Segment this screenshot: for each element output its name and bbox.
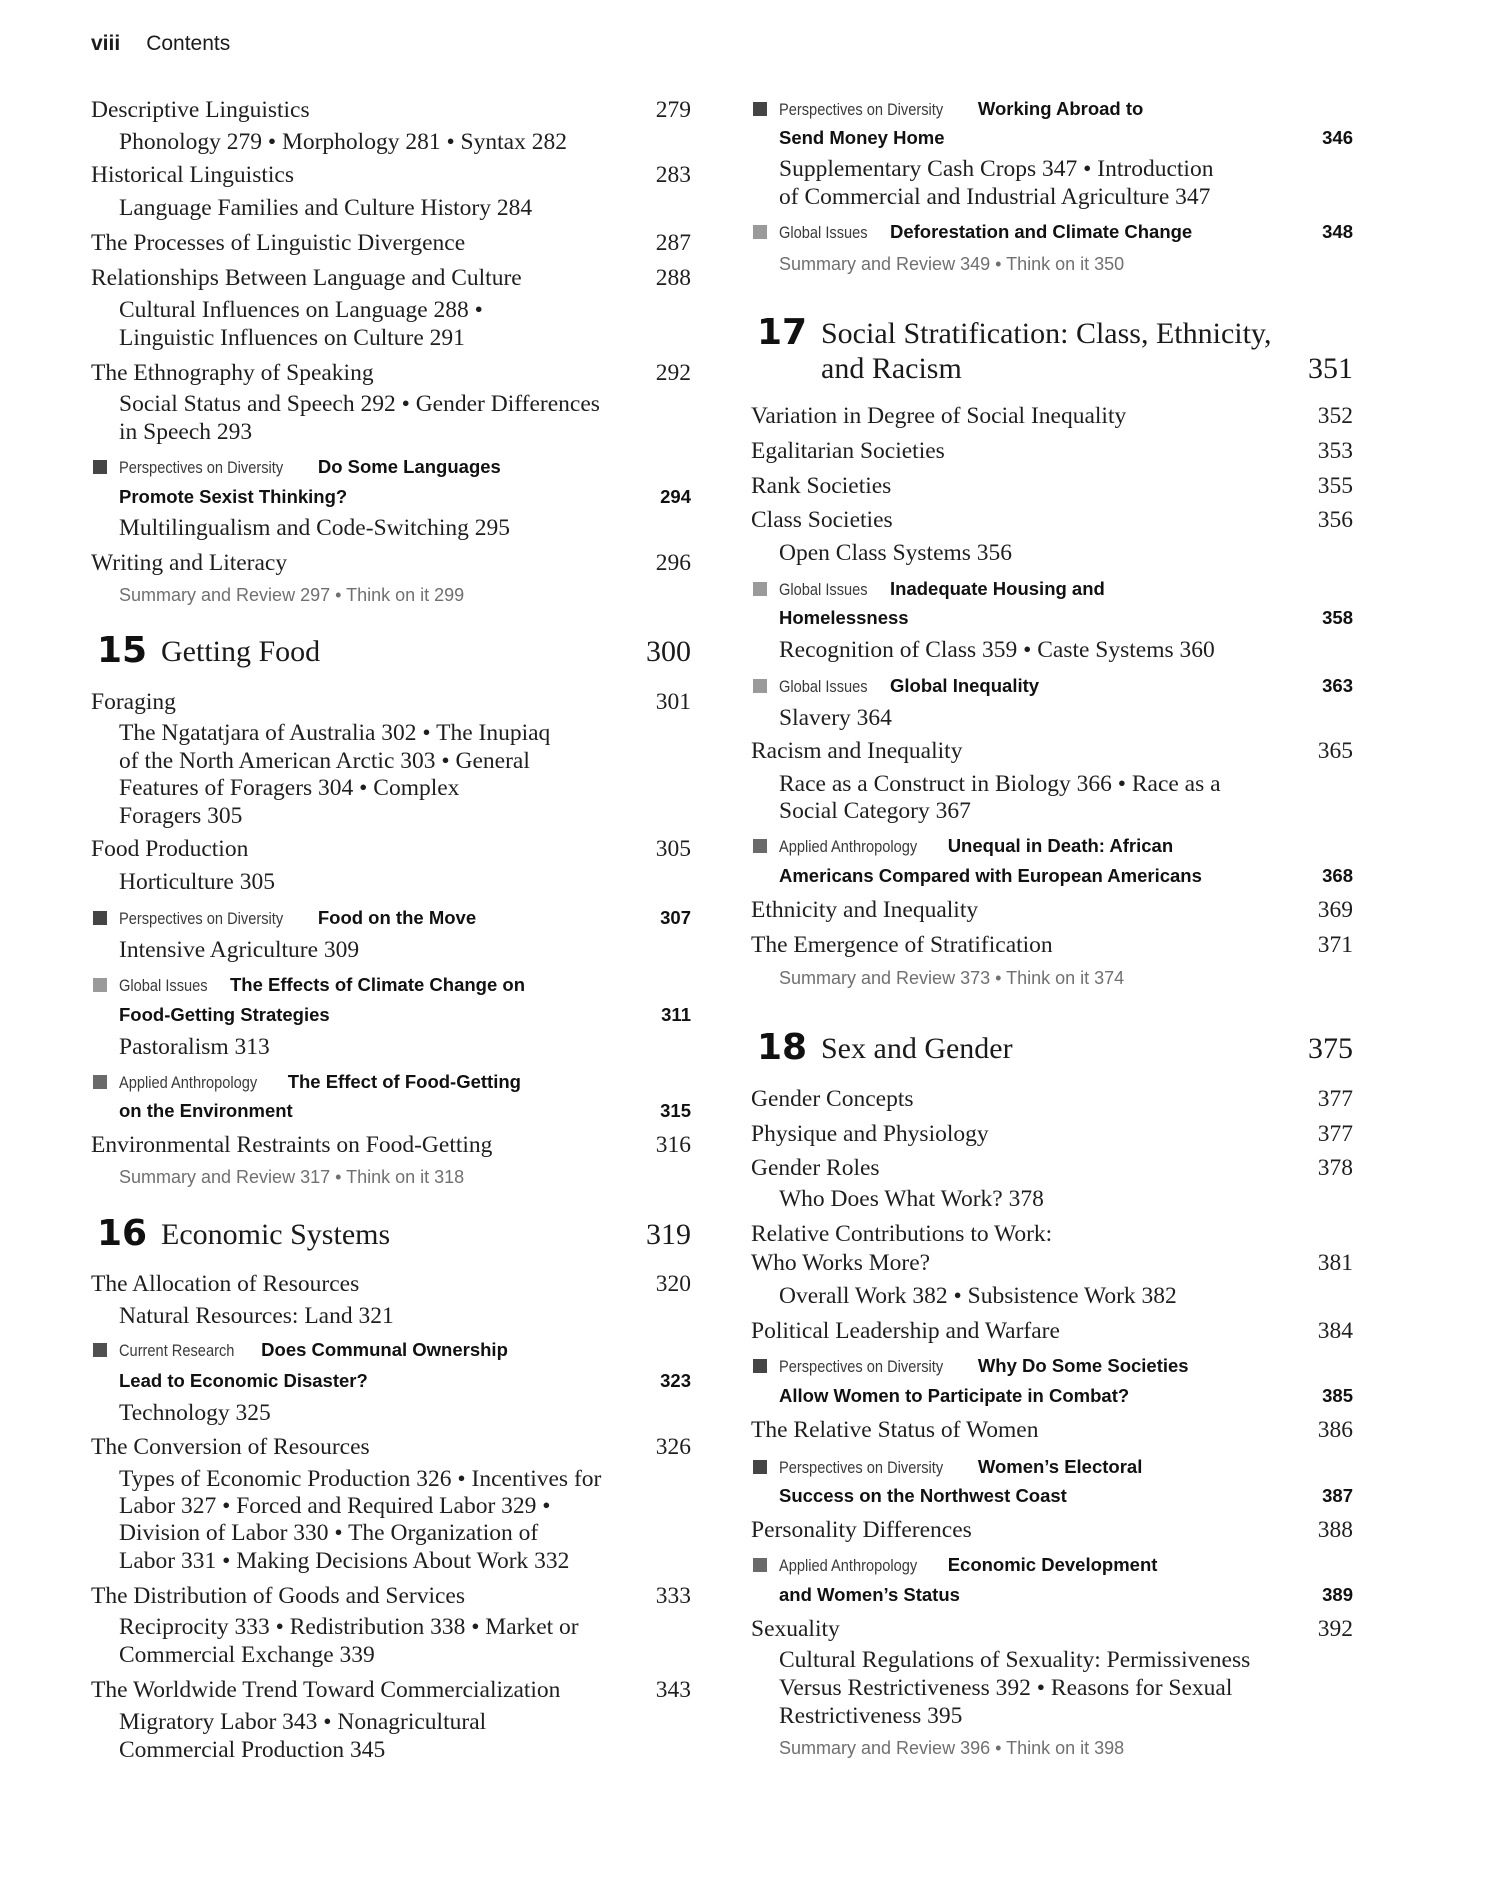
toc-section-entry[interactable] <box>751 505 1353 535</box>
subsection-titles: Multilingualism and Code-Switching 295 <box>119 515 510 541</box>
toc-section-entry[interactable] <box>751 401 1353 431</box>
subsection-titles: Open Class Systems 356 <box>779 540 1013 566</box>
page-number: 371 <box>1317 932 1353 958</box>
chapter-heading-continued[interactable] <box>751 344 1353 392</box>
feature-box-entry[interactable] <box>91 452 691 482</box>
toc-section-entry[interactable] <box>91 834 691 864</box>
feature-box-title: Success on the Northwest Coast <box>779 1485 1067 1506</box>
toc-subsection-entry[interactable] <box>751 796 1353 826</box>
subsection-titles: Horticulture 305 <box>119 869 275 895</box>
summary-and-think-on-it: Summary and Review 317 • Think on it 318 <box>119 1167 465 1187</box>
feature-box-category: Global Issues <box>119 976 208 995</box>
toc-subsection-entry[interactable] <box>751 703 1353 733</box>
toc-subsection-entry[interactable] <box>91 295 691 325</box>
page-number: 352 <box>1317 403 1353 429</box>
feature-box-category: Perspectives on Diversity <box>119 909 284 928</box>
subsection-titles: in Speech 293 <box>119 419 253 445</box>
summary-and-think-on-it: Summary and Review 349 • Think on it 350 <box>779 254 1125 274</box>
page-number: 386 <box>1317 1417 1353 1443</box>
toc-subsection-entry[interactable] <box>751 1701 1353 1731</box>
feature-box-text <box>779 1550 1157 1582</box>
page-number: 346 <box>1322 127 1353 148</box>
subsection-titles: Technology 325 <box>119 1400 271 1426</box>
toc-subsection-entry[interactable] <box>751 538 1353 568</box>
page-number: 292 <box>655 360 691 386</box>
page-number: 353 <box>1317 438 1353 464</box>
chapter-title: Economic Systems <box>161 1218 391 1251</box>
square-bullet-icon <box>93 460 107 474</box>
section-title: Ethnicity and Inequality <box>751 897 979 923</box>
page-number: 343 <box>655 1677 691 1703</box>
toc-subsection-entry[interactable] <box>751 635 1353 665</box>
summary-and-think-on-it: Summary and Review 396 • Think on it 398 <box>779 1738 1125 1758</box>
subsection-titles: Intensive Agriculture 309 <box>119 937 360 963</box>
toc-subsection-entry[interactable] <box>91 1546 691 1576</box>
toc-subsection-entry[interactable] <box>91 1301 691 1331</box>
feature-box-title: Unequal in Death: African <box>947 835 1174 856</box>
feature-box-title: Do Some Languages <box>317 456 501 477</box>
square-bullet-icon <box>753 839 767 853</box>
feature-box-title: The Effect of Food-Getting <box>287 1071 521 1092</box>
section-title: Historical Linguistics <box>91 162 294 188</box>
section-title: The Emergence of Stratification <box>751 932 1053 958</box>
page-number: 384 <box>1317 1318 1353 1344</box>
section-title: Foraging <box>91 689 176 715</box>
toc-subsection-entry[interactable] <box>91 746 691 776</box>
page-number: 375 <box>1308 1032 1353 1065</box>
feature-box-entry-continued[interactable] <box>751 861 1353 891</box>
subsection-titles: Pastoralism 313 <box>119 1034 270 1060</box>
page-number: 300 <box>646 635 691 668</box>
page-number: 307 <box>660 907 691 928</box>
toc-subsection-entry[interactable] <box>91 1640 691 1670</box>
feature-box-category: Perspectives on Diversity <box>779 1357 944 1376</box>
chapter-heading[interactable] <box>91 627 691 675</box>
feature-box-title: Working Abroad to <box>977 98 1144 119</box>
summary-review-entry[interactable] <box>751 1733 1353 1763</box>
square-bullet-icon <box>753 582 767 596</box>
section-title: Physique and Physiology <box>751 1121 989 1147</box>
feature-box-title: Allow Women to Participate in Combat? <box>779 1385 1130 1406</box>
toc-section-entry[interactable] <box>91 1130 691 1160</box>
feature-box-text <box>119 1335 508 1367</box>
toc-section-entry[interactable] <box>91 1269 691 1299</box>
page-number: 355 <box>1317 473 1353 499</box>
chapter-heading[interactable] <box>751 1024 1353 1072</box>
feature-box-category: Perspectives on Diversity <box>779 100 944 119</box>
section-title: Sexuality <box>751 1616 840 1642</box>
feature-box-text <box>779 1351 1189 1383</box>
toc-section-entry[interactable] <box>751 1248 1353 1278</box>
page-number: 356 <box>1317 507 1353 533</box>
page-number: 385 <box>1322 1385 1353 1406</box>
subsection-titles: Cultural Influences on Language 288 • <box>119 297 483 323</box>
toc-section-entry[interactable] <box>751 930 1353 960</box>
section-title: The Distribution of Goods and Services <box>91 1583 465 1609</box>
square-bullet-icon <box>93 911 107 925</box>
section-title: The Ethnography of Speaking <box>91 360 374 386</box>
feature-box-title: Inadequate Housing and <box>890 578 1105 599</box>
subsection-titles: Cultural Regulations of Sexuality: Permissiveness <box>779 1647 1251 1673</box>
feature-box-title: Why Do Some Societies <box>977 1355 1189 1376</box>
page-number: 287 <box>655 230 691 256</box>
page-number: 378 <box>1317 1155 1353 1181</box>
feature-box-entry-continued[interactable] <box>751 1580 1353 1610</box>
feature-box-category: Global Issues <box>779 580 868 599</box>
toc-section-entry[interactable] <box>91 358 691 388</box>
toc-subsection-entry[interactable] <box>751 769 1353 799</box>
section-title: Food Production <box>91 836 249 862</box>
chapter-title: Sex and Gender <box>821 1032 1013 1065</box>
feature-box-entry-continued[interactable] <box>751 1481 1353 1511</box>
toc-subsection-entry[interactable] <box>91 718 691 748</box>
page-number: 389 <box>1322 1584 1353 1605</box>
chapter-number: 17 <box>757 312 808 353</box>
toc-section-entry[interactable] <box>91 1581 691 1611</box>
feature-box-entry[interactable] <box>751 671 1353 701</box>
subsection-titles: Foragers 305 <box>119 803 243 829</box>
section-title: The Worldwide Trend Toward Commercialization <box>91 1677 561 1703</box>
toc-subsection-entry[interactable] <box>751 1673 1353 1703</box>
subsection-titles: Race as a Construct in Biology 366 • Race as a <box>779 771 1221 797</box>
feature-box-category: Applied Anthropology <box>119 1073 258 1092</box>
feature-box-category: Applied Anthropology <box>779 837 918 856</box>
square-bullet-icon <box>753 1558 767 1572</box>
section-title: Who Works More? <box>751 1250 931 1276</box>
page-number: 387 <box>1322 1485 1353 1506</box>
header-page-number: viii <box>91 32 121 55</box>
toc-subsection-entry[interactable] <box>91 1398 691 1428</box>
page-number: 305 <box>655 836 691 862</box>
toc-section-entry[interactable] <box>91 160 691 190</box>
page-number: 301 <box>655 689 691 715</box>
toc-subsection-entry[interactable] <box>91 1612 691 1642</box>
toc-subsection-entry[interactable] <box>91 193 691 223</box>
square-bullet-icon <box>753 679 767 693</box>
subsection-titles: Versus Restrictiveness 392 • Reasons for Sexual <box>779 1675 1233 1701</box>
feature-box-category: Perspectives on Diversity <box>119 458 284 477</box>
toc-subsection-entry[interactable] <box>91 513 691 543</box>
toc-section-entry[interactable] <box>91 1432 691 1462</box>
summary-review-entry[interactable] <box>751 249 1353 279</box>
square-bullet-icon <box>93 1343 107 1357</box>
feature-box-category: Perspectives on Diversity <box>779 1458 944 1477</box>
toc-subsection-entry[interactable] <box>91 935 691 965</box>
toc-subsection-entry[interactable] <box>751 182 1353 212</box>
feature-box-entry-continued[interactable] <box>751 1381 1353 1411</box>
feature-box-entry-continued[interactable] <box>91 1096 691 1126</box>
toc-section-entry[interactable] <box>751 1515 1353 1545</box>
subsection-titles: Social Category 367 <box>779 798 971 824</box>
feature-box-entry-continued[interactable] <box>91 1000 691 1030</box>
toc-section-entry[interactable] <box>91 1675 691 1705</box>
feature-box-title: Deforestation and Climate Change <box>890 221 1193 242</box>
toc-section-entry[interactable] <box>751 1415 1353 1445</box>
summary-review-entry[interactable] <box>91 580 691 610</box>
feature-box-category: Global Issues <box>779 223 868 242</box>
subsection-titles: Slavery 364 <box>779 705 892 731</box>
feature-box-text <box>119 903 476 935</box>
section-title: Environmental Restraints on Food-Getting <box>91 1132 493 1158</box>
feature-box-text <box>779 217 1192 249</box>
feature-box-entry[interactable] <box>751 574 1353 604</box>
page-number: 316 <box>655 1132 691 1158</box>
feature-box-text <box>779 574 1105 606</box>
page-number: 377 <box>1317 1121 1353 1147</box>
toc-subsection-entry[interactable] <box>751 154 1353 184</box>
feature-box-title: Food-Getting Strategies <box>119 1004 330 1025</box>
section-title: Relative Contributions to Work: <box>751 1221 1053 1247</box>
toc-subsection-entry[interactable] <box>751 1645 1353 1675</box>
toc-section-entry[interactable] <box>751 1153 1353 1183</box>
feature-box-entry[interactable] <box>751 1452 1353 1482</box>
square-bullet-icon <box>753 225 767 239</box>
subsection-titles: Social Status and Speech 292 • Gender Differences <box>119 391 600 417</box>
page-number: 315 <box>660 1100 691 1121</box>
subsection-titles: Supplementary Cash Crops 347 • Introduction <box>779 156 1214 182</box>
toc-subsection-entry[interactable] <box>91 801 691 831</box>
feature-box-title: Promote Sexist Thinking? <box>119 486 348 507</box>
page-number: 288 <box>655 265 691 291</box>
chapter-number: 18 <box>757 1027 808 1068</box>
section-title: Variation in Degree of Social Inequality <box>751 403 1127 429</box>
section-title: Class Societies <box>751 507 893 533</box>
toc-subsection-entry[interactable] <box>751 1281 1353 1311</box>
subsection-titles: Migratory Labor 343 • Nonagricultural <box>119 1709 487 1735</box>
feature-box-title: Does Communal Ownership <box>261 1339 508 1360</box>
chapter-number: 16 <box>97 1213 148 1254</box>
feature-box-entry[interactable] <box>91 1335 691 1365</box>
feature-box-entry-continued[interactable] <box>91 1366 691 1396</box>
toc-subsection-entry[interactable] <box>91 1735 691 1765</box>
subsection-titles: Restrictiveness 395 <box>779 1703 963 1729</box>
page-number: 348 <box>1322 221 1353 242</box>
feature-box-title: Global Inequality <box>890 675 1040 696</box>
chapter-heading[interactable] <box>91 1210 691 1258</box>
toc-subsection-entry[interactable] <box>751 1184 1353 1214</box>
feature-box-title: The Effects of Climate Change on <box>230 974 526 995</box>
section-title: Writing and Literacy <box>91 550 288 576</box>
subsection-titles: Commercial Exchange 339 <box>119 1642 375 1668</box>
page-number: 320 <box>655 1271 691 1297</box>
page-number: 296 <box>655 550 691 576</box>
feature-box-title: Women’s Electoral <box>977 1456 1143 1477</box>
feature-box-text <box>779 94 1143 126</box>
subsection-titles: of Commercial and Industrial Agriculture 347 <box>779 184 1211 210</box>
feature-box-entry[interactable] <box>751 831 1353 861</box>
subsection-titles: Commercial Production 345 <box>119 1737 386 1763</box>
subsection-titles: Labor 327 • Forced and Required Labor 329 • <box>119 1493 551 1519</box>
feature-box-text <box>779 671 1039 703</box>
subsection-titles: Phonology 279 • Morphology 281 • Syntax 282 <box>119 129 567 155</box>
toc-left-column <box>91 0 691 1903</box>
toc-section-entry[interactable] <box>751 1219 1353 1249</box>
page-number: 283 <box>655 162 691 188</box>
section-title: Personality Differences <box>751 1517 972 1543</box>
section-title: Rank Societies <box>751 473 892 499</box>
toc-right-column <box>751 0 1353 1903</box>
feature-box-text <box>779 1452 1142 1484</box>
section-title: Egalitarian Societies <box>751 438 945 464</box>
toc-subsection-entry[interactable] <box>91 1518 691 1548</box>
subsection-titles: Linguistic Influences on Culture 291 <box>119 325 465 351</box>
feature-box-title: Americans Compared with European Americans <box>779 865 1202 886</box>
page-number: 294 <box>660 486 691 507</box>
toc-subsection-entry[interactable] <box>91 1707 691 1737</box>
feature-box-entry[interactable] <box>91 970 691 1000</box>
toc-section-entry[interactable] <box>751 1316 1353 1346</box>
feature-box-text <box>119 970 525 1002</box>
section-title: Gender Roles <box>751 1155 880 1181</box>
subsection-titles: Language Families and Culture History 284 <box>119 195 533 221</box>
subsection-titles: Recognition of Class 359 • Caste Systems 360 <box>779 637 1215 663</box>
page-number: 279 <box>655 97 691 123</box>
toc-section-entry[interactable] <box>91 263 691 293</box>
toc-subsection-entry[interactable] <box>91 389 691 419</box>
feature-box-entry-continued[interactable] <box>91 482 691 512</box>
subsection-titles: Types of Economic Production 326 • Incentives for <box>119 1466 602 1492</box>
section-title: The Allocation of Resources <box>91 1271 360 1297</box>
toc-section-entry[interactable] <box>91 687 691 717</box>
section-title: The Processes of Linguistic Divergence <box>91 230 466 256</box>
square-bullet-icon <box>753 1460 767 1474</box>
feature-box-title: Lead to Economic Disaster? <box>119 1370 368 1391</box>
toc-section-entry[interactable] <box>751 736 1353 766</box>
page-number: 326 <box>655 1434 691 1460</box>
summary-and-think-on-it: Summary and Review 297 • Think on it 299 <box>119 585 465 605</box>
page-number: 392 <box>1317 1616 1353 1642</box>
feature-box-category: Current Research <box>119 1341 235 1360</box>
toc-section-entry[interactable] <box>751 895 1353 925</box>
toc-section-entry[interactable] <box>751 1119 1353 1149</box>
toc-section-entry[interactable] <box>91 228 691 258</box>
toc-section-entry[interactable] <box>751 1084 1353 1114</box>
feature-box-category: Applied Anthropology <box>779 1556 918 1575</box>
section-title: Political Leadership and Warfare <box>751 1318 1060 1344</box>
page-number: 388 <box>1317 1517 1353 1543</box>
feature-box-entry[interactable] <box>91 1067 691 1097</box>
square-bullet-icon <box>93 1075 107 1089</box>
feature-box-category: Global Issues <box>779 677 868 696</box>
section-title: The Relative Status of Women <box>751 1417 1039 1443</box>
feature-box-text <box>779 831 1173 863</box>
summary-and-think-on-it: Summary and Review 373 • Think on it 374 <box>779 968 1125 988</box>
feature-box-text <box>119 452 501 484</box>
section-title: Gender Concepts <box>751 1086 914 1112</box>
page-number: 381 <box>1317 1250 1353 1276</box>
toc-subsection-entry[interactable] <box>91 867 691 897</box>
toc-subsection-entry[interactable] <box>91 1032 691 1062</box>
toc-section-entry[interactable] <box>91 95 691 125</box>
feature-box-entry[interactable] <box>751 217 1353 247</box>
page-number: 358 <box>1322 607 1353 628</box>
feature-box-title: Economic Development <box>947 1554 1158 1575</box>
page-number: 311 <box>661 1004 691 1025</box>
feature-box-title: Send Money Home <box>779 127 945 148</box>
section-title: The Conversion of Resources <box>91 1434 370 1460</box>
page-number: 365 <box>1317 738 1353 764</box>
section-title: Descriptive Linguistics <box>91 97 310 123</box>
chapter-number: 15 <box>97 630 148 671</box>
feature-box-title: and Women’s Status <box>779 1584 960 1605</box>
feature-box-entry[interactable] <box>751 94 1353 124</box>
feature-box-title: on the Environment <box>119 1100 293 1121</box>
subsection-titles: Who Does What Work? 378 <box>779 1186 1044 1212</box>
feature-box-title: Homelessness <box>779 607 909 628</box>
toc-subsection-entry[interactable] <box>91 127 691 157</box>
section-title: Relationships Between Language and Culture <box>91 265 522 291</box>
square-bullet-icon <box>753 1359 767 1373</box>
header-title: Contents <box>146 32 231 55</box>
chapter-title: Getting Food <box>161 635 321 668</box>
toc-section-entry[interactable] <box>91 548 691 578</box>
page-number: 363 <box>1322 675 1353 696</box>
page-number: 368 <box>1322 865 1353 886</box>
toc-subsection-entry[interactable] <box>91 1464 691 1494</box>
subsection-titles: Features of Foragers 304 • Complex <box>119 775 460 801</box>
toc-subsection-entry[interactable] <box>91 417 691 447</box>
page-number: 323 <box>660 1370 691 1391</box>
page-number: 319 <box>646 1218 691 1251</box>
summary-review-entry[interactable] <box>91 1162 691 1192</box>
page-number: 377 <box>1317 1086 1353 1112</box>
toc-subsection-entry[interactable] <box>91 773 691 803</box>
toc-subsection-entry[interactable] <box>91 1491 691 1521</box>
feature-box-entry[interactable] <box>751 1550 1353 1580</box>
square-bullet-icon <box>93 978 107 992</box>
subsection-titles: Reciprocity 333 • Redistribution 338 • Market or <box>119 1614 579 1640</box>
section-title: Racism and Inequality <box>751 738 963 764</box>
subsection-titles: Labor 331 • Making Decisions About Work 332 <box>119 1548 570 1574</box>
toc-section-entry[interactable] <box>751 436 1353 466</box>
feature-box-entry-continued[interactable] <box>751 603 1353 633</box>
page-number: 351 <box>1308 352 1353 385</box>
toc-subsection-entry[interactable] <box>91 323 691 353</box>
subsection-titles: Overall Work 382 • Subsistence Work 382 <box>779 1283 1177 1309</box>
subsection-titles: of the North American Arctic 303 • General <box>119 748 530 774</box>
feature-box-text <box>119 1067 521 1099</box>
page-number: 333 <box>655 1583 691 1609</box>
subsection-titles: Division of Labor 330 • The Organization of <box>119 1520 539 1546</box>
toc-section-entry[interactable] <box>751 471 1353 501</box>
chapter-title: Social Stratification: Class, Ethnicity, <box>821 317 1272 350</box>
feature-box-entry[interactable] <box>751 1351 1353 1381</box>
subsection-titles: Natural Resources: Land 321 <box>119 1303 394 1329</box>
feature-box-entry-continued[interactable] <box>751 123 1353 153</box>
subsection-titles: The Ngatatjara of Australia 302 • The Inupiaq <box>119 720 551 746</box>
page-number: 369 <box>1317 897 1353 923</box>
toc-section-entry[interactable] <box>751 1614 1353 1644</box>
summary-review-entry[interactable] <box>751 963 1353 993</box>
feature-box-title: Food on the Move <box>317 907 477 928</box>
square-bullet-icon <box>753 102 767 116</box>
chapter-title: and Racism <box>821 352 962 385</box>
feature-box-entry[interactable] <box>91 903 691 933</box>
